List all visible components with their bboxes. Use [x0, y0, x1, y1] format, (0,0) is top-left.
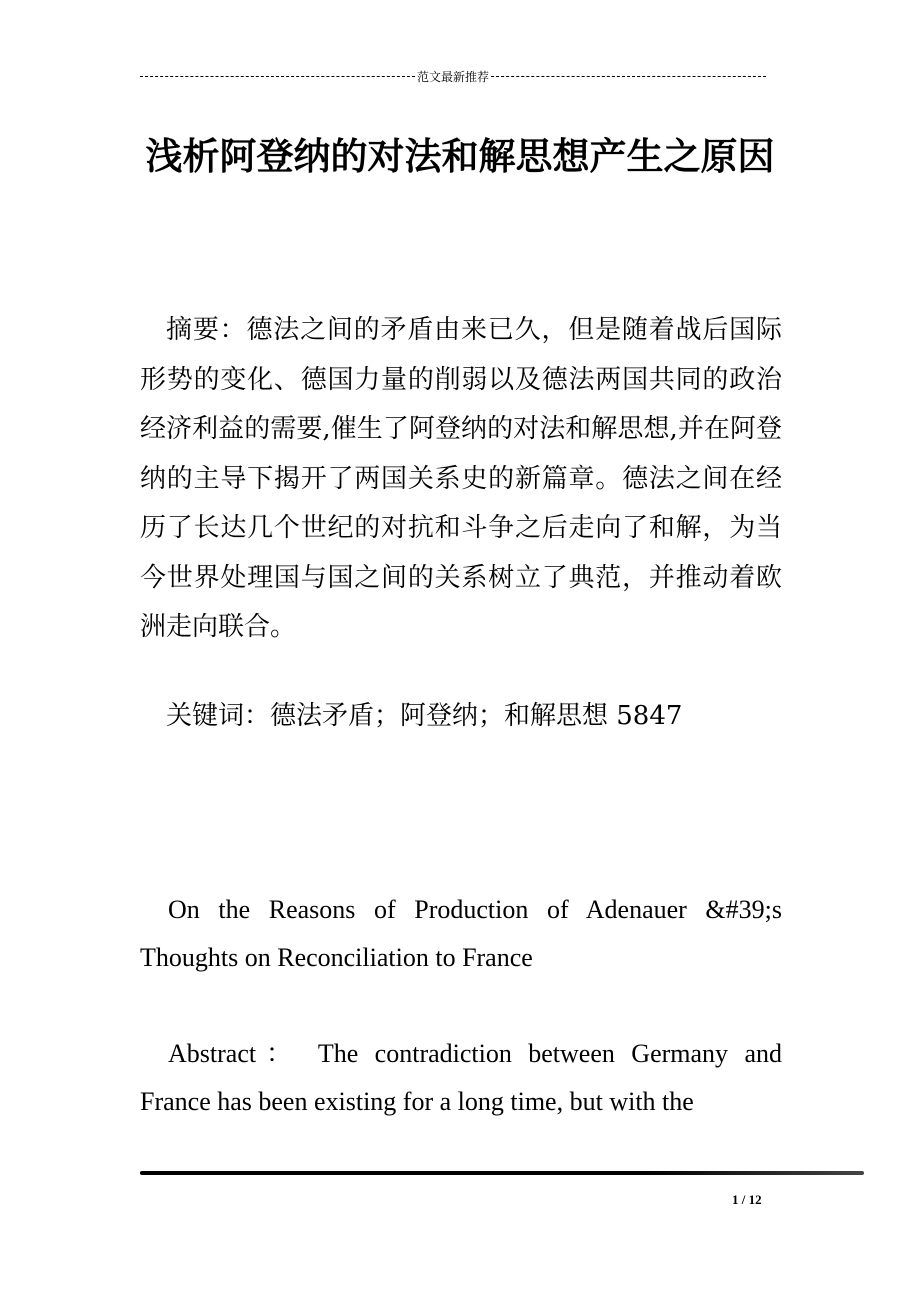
header-label: 范文最新推荐: [417, 69, 490, 84]
document-title: 浅析阿登纳的对法和解思想产生之原因: [145, 134, 775, 178]
keywords: 关键词：德法矛盾；阿登纳；和解思想 5847: [166, 701, 683, 731]
header-dash-right: [491, 76, 766, 77]
english-title: On the Reasons of Production of Adenauer &#39;s Thoughts on Reconciliation to France: [140, 895, 782, 972]
header-dash-left: [140, 76, 415, 77]
footer-rule: [140, 1171, 864, 1175]
chinese-abstract: 摘要：德法之间的矛盾由来已久，但是随着战后国际形势的变化、德国力量的削弱以及德法两国共同的政治经济利益的需要,催生了阿登纳的对法和解思想,并在阿登纳的主导下揭开了两国关系史的新篇章。德法之间在经历了长达几个世纪的对抗和斗争之后走向了和解，为当今世界处理国与国之间的关系树立了典范，并推动着欧洲走向联合。: [140, 315, 782, 642]
page-header: [140, 66, 766, 86]
page-number: 1 / 12: [732, 1192, 762, 1207]
english-abstract: Abstract： The contradiction between Germany and France has been existing for a long time, but with the: [140, 1039, 782, 1116]
